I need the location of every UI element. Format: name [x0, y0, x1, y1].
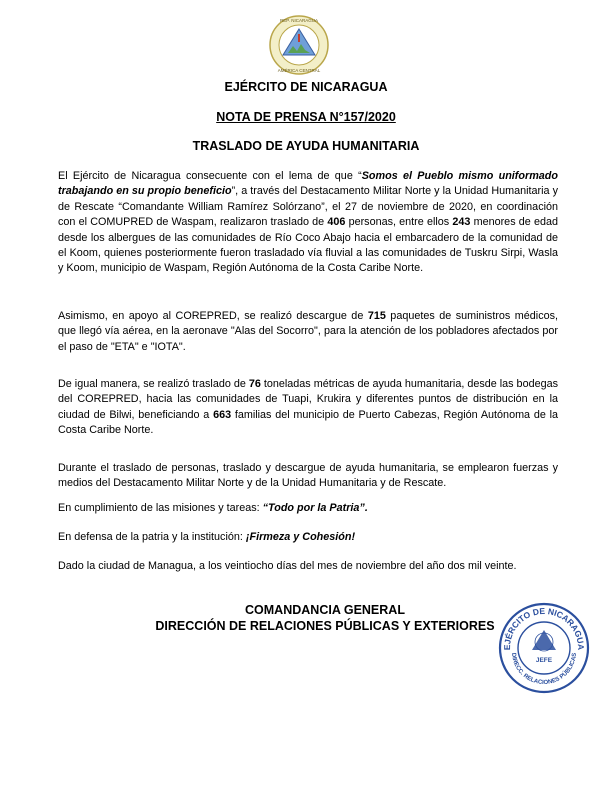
paragraph-2: Asimismo, en apoyo al COREPRED, se realizó descargue de 715 paquetes de suministros médicos, que llegó vía aérea, en la aeronave "Alas del Socorro", para la atención de los pobladores afectados por el paso de "ETA" e "IOTA". — [58, 310, 558, 353]
press-note-number: NOTA DE PRENSA N°157/2020 — [216, 110, 396, 124]
organization-title: EJÉRCITO DE NICARAGUA — [224, 80, 388, 94]
svg-text:AMÉRICA CENTRAL: AMÉRICA CENTRAL — [277, 68, 321, 73]
svg-text:REP. NICARAGUA: REP. NICARAGUA — [280, 18, 318, 23]
stamp-center-text: JEFE — [535, 657, 553, 664]
stamp-bottom-text: DIRECC. RELACIONES PÚBLICAS — [509, 652, 579, 687]
press-note-subject: TRASLADO DE AYUDA HUMANITARIA — [192, 139, 420, 153]
signature-line-1: COMANDANCIA GENERAL — [245, 603, 405, 617]
paragraph-3: De igual manera, se realizó traslado de 76 toneladas métricas de ayuda humanitaria, desde las bodegas del COREPRED, hacia las comunidades de Tuapi, Krukira y diferentes puntos de distribución en la ciudad de Bilwi, beneficiando a 663 familias del municipio de Puerto Cabezas, Región Autónoma de la Costa Caribe Norte. — [58, 378, 559, 437]
paragraph-6: En defensa de la patria y la institución: ¡Firmeza y Cohesión! — [58, 531, 356, 543]
paragraph-1: El Ejército de Nicaragua consecuente con el lema de que “Somos el Pueblo mismo uniformado trabajando en su propio beneficio”, a través del Destacamento Militar Norte y la Unidad Humanitaria y de Rescate “Comandante William Ramírez Solórzano”, el 27 de noviembre de 2020, en coordinación con el COMUPRED de Waspam, realizaron traslado de 406 personas, entre ellos 243 menores de edad desde los albergues de las comunidades de Río Coco Abajo hacia el embarcadero de la comunidad de el Koom, quienes posteriormente fueron trasladado vía fluvial a las comunidades de Tuskru Sirpi, Wasla y Koom, municipio de Waspam, Región Autónoma de la Costa Caribe Norte. — [58, 170, 558, 275]
coat-of-arms-seal — [268, 12, 330, 78]
official-stamp — [496, 600, 592, 696]
stamp-top-text: EJÉRCITO DE NICARAGUA — [501, 605, 587, 651]
paragraph-4: Durante el traslado de personas, traslado y descargue de ayuda humanitaria, se emplearon fuerzas y medios del Destacamento Militar Norte y de la Unidad Humanitaria y de Rescate. — [58, 462, 558, 490]
paragraph-5: En cumplimiento de las misiones y tareas: “Todo por la Patria”. — [58, 502, 368, 514]
signature-line-2: DIRECCIÓN DE RELACIONES PÚBLICAS Y EXTERIORES — [155, 619, 495, 633]
paragraph-7: Dado la ciudad de Managua, a los veintiocho días del mes de noviembre del año dos mil veinte. — [58, 560, 517, 572]
